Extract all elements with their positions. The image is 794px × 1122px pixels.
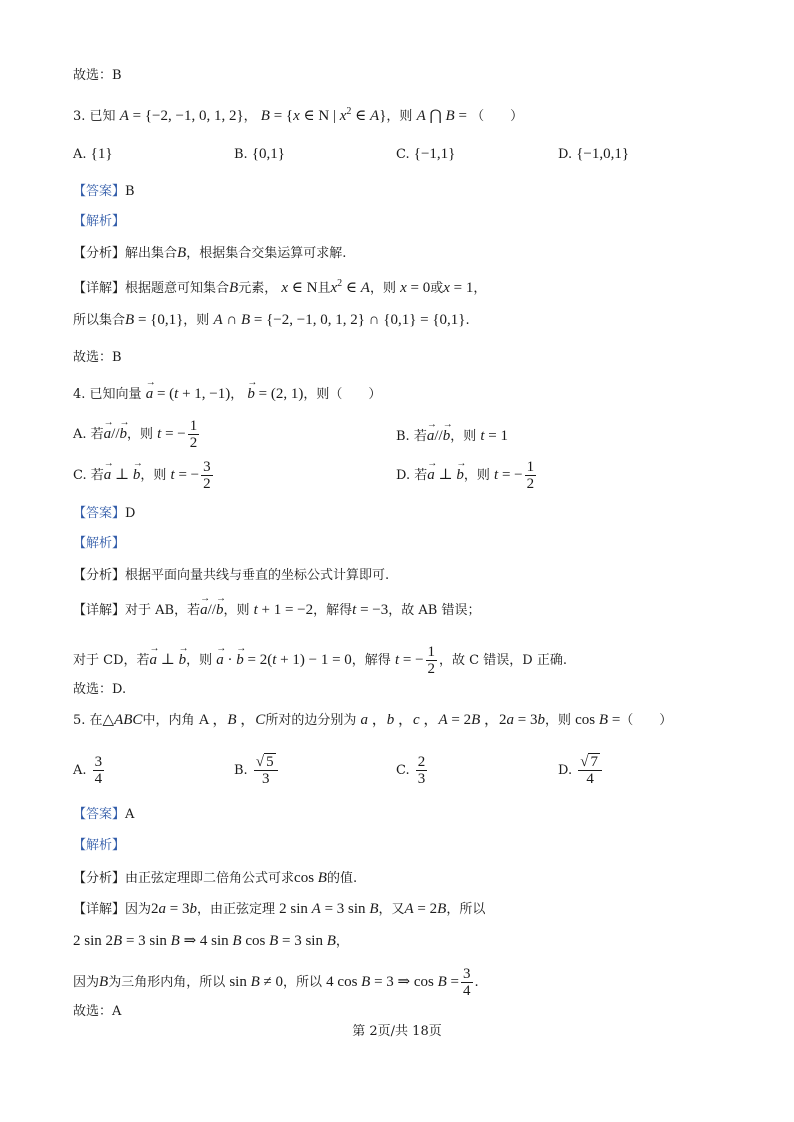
q3-detail: 【详解】根据题意可知集合B元素， x ∈ N且$x^2$ ∈ A，则 x = 0或x = 1， — [73, 278, 487, 296]
q3-option-a: A. {1} — [73, 146, 113, 162]
q5-detail: 【详解】因为2a = 3b，由正弦定理 2 sin A = 3 sin B，又A = 2B，所以 — [73, 901, 486, 917]
q4-detail-2: 对于 CD，若→ a ⊥ → b，则 → a · → b = 2(t + 1) − 1 = 0，解得 t = − $\frac{1}{2}$ ，故 C 错误，D 正确. — [73, 644, 567, 677]
q3-choice: 故选：B — [73, 350, 122, 365]
q5-option-d: D. $\frac{√ 7}{4}$ — [558, 754, 604, 787]
q4-answer: 【答案】D — [73, 506, 136, 521]
q4-analysis-tag: 【解析】 — [73, 536, 126, 551]
q4-stem: 4. 已知向量 → a = (t + 1, −1)， → b = (2, 1)，则（ ） — [73, 384, 381, 405]
q4-option-b: B. 若→ a//→ b，则 t = 1 — [396, 426, 508, 447]
q5-choice: 故选：A — [73, 1004, 122, 1019]
q3-option-c: C. {−1,1} — [396, 146, 456, 162]
q4-choice: 故选：D. — [73, 682, 127, 697]
q5-fenxi: 【分析】由正弦定理即二倍角公式可求cos B的值. — [73, 870, 358, 886]
q3-stem: 3. 已知 A = {−2, −1, 0, 1, 2}， B = {x ∈ N | $x^2$ ∈ A}，则 A ⋂ B = （ ） — [73, 106, 524, 124]
q5-option-c: C. $\frac{2}{3}$ — [396, 754, 426, 787]
q5-answer: 【答案】A — [73, 807, 135, 822]
q4-detail: 【详解】对于 AB，若→ a//→ b，则 t + 1 = −2，解得t = −3，故 AB 错误； — [73, 600, 480, 621]
q3-option-b: B. {0,1} — [234, 146, 285, 162]
prev-choice: 故选：B — [73, 68, 122, 83]
q3-answer: 【答案】B — [73, 184, 135, 199]
page-footer: 第 2页/共 18页 — [352, 1024, 442, 1039]
q3-analysis-tag: 【解析】 — [73, 214, 126, 229]
q5-detail-2: 2 sin 2B = 3 sin B ⇒ 4 sin B cos B = 3 sin B， — [73, 933, 349, 949]
q4-option-d: D. 若→ a ⊥ → b，则 t = − $\frac{1}{2}$ — [396, 459, 538, 492]
q5-stem: 5. 在△ABC中，内角 A ，B ，C所对的边分别为 a ，b ，c ，A = 2B ，2a = 3b，则 cos B =（ ） — [73, 712, 673, 728]
q4-option-a: A. 若→ a//→ b，则 t = − $\frac{1}{2}$ — [73, 418, 201, 451]
q5-analysis-tag: 【解析】 — [73, 838, 126, 853]
q3-option-d: D. {−1,0,1} — [558, 146, 630, 162]
q5-detail-3: 因为B为三角形内角，所以 sin B ≠ 0，所以 4 cos B = 3 ⇒ cos B = $\frac{3}{4}$ . — [73, 966, 479, 999]
q5-option-b: B. $\frac{√ 5}{3}$ — [234, 754, 280, 787]
q3-detail-2: 所以集合B = {0,1}，则 A ∩ B = {−2, −1, 0, 1, 2} ∩ {0,1} = {0,1}. — [73, 312, 470, 328]
q4-fenxi: 【分析】根据平面向量共线与垂直的坐标公式计算即可. — [73, 568, 390, 583]
q4-option-c: C. 若→ a ⊥ → b，则 t = − $\frac{3}{2}$ — [73, 459, 215, 492]
q3-fenxi: 【分析】解出集合B，根据集合交集运算可求解. — [73, 245, 347, 261]
q5-option-a: A. $\frac{3}{4}$ — [73, 754, 103, 787]
